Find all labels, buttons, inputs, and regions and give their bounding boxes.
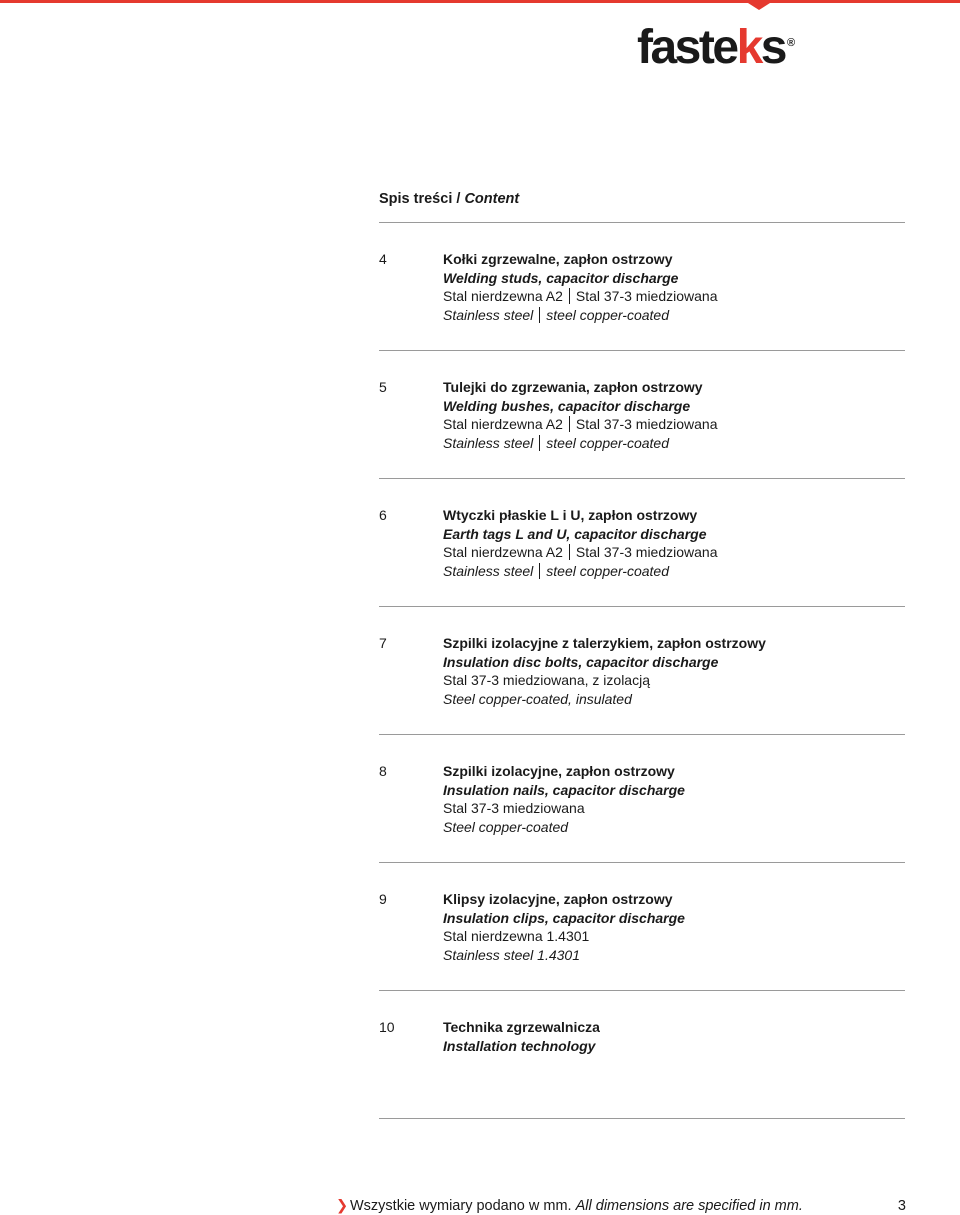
top-accent-notch (748, 3, 770, 10)
toc-title-en: Insulation clips, capacitor discharge (443, 909, 685, 926)
divider (379, 350, 905, 351)
toc-material-en: Stainless steel steel copper-coated (443, 562, 669, 579)
divider (379, 222, 905, 223)
divider (379, 1118, 905, 1119)
toc-page-number: 4 (379, 251, 387, 267)
toc-material-pl: Stal nierdzewna A2 Stal 37-3 miedziowana (443, 416, 718, 432)
toc-title-pl: Kołki zgrzewalne, zapłon ostrzowy (443, 251, 673, 267)
chevron-right-icon: ❯ (336, 1198, 349, 1214)
toc-page-number: 9 (379, 891, 387, 907)
toc-material-pl: Stal 37-3 miedziowana, z izolacją (443, 672, 650, 688)
separator (539, 435, 540, 451)
footer-note-pl: Wszystkie wymiary podano w mm. (350, 1198, 572, 1214)
toc-title-pl: Technika zgrzewalnicza (443, 1019, 600, 1035)
toc-title-en: Earth tags L and U, capacitor discharge (443, 525, 707, 542)
toc-page-number: 6 (379, 507, 387, 523)
page-number: 3 (897, 1198, 906, 1214)
toc-page-number: 5 (379, 379, 387, 395)
toc-material-en: Steel copper-coated (443, 818, 569, 835)
divider (379, 990, 905, 991)
page-footer (336, 1197, 908, 1215)
toc-material-pl: Stal 37-3 miedziowana (443, 800, 585, 816)
toc-title-pl: Szpilki izolacyjne z talerzykiem, zapłon ostrzowy (443, 635, 766, 651)
toc-title-pl: Tulejki do zgrzewania, zapłon ostrzowy (443, 379, 703, 395)
toc-material-pl: Stal nierdzewna 1.4301 (443, 928, 590, 944)
divider (379, 478, 905, 479)
toc-material-en: Stainless steel steel copper-coated (443, 306, 669, 323)
separator (569, 288, 570, 304)
footer-note-en: All dimensions are specified in mm. (575, 1198, 803, 1214)
toc-title-en: Insulation nails, capacitor discharge (443, 781, 685, 798)
divider (379, 606, 905, 607)
toc-page-number: 10 (379, 1019, 395, 1035)
separator (569, 544, 570, 560)
toc-title-en: Welding bushes, capacitor discharge (443, 397, 691, 414)
toc-title-en: Insulation disc bolts, capacitor discharge (443, 653, 719, 670)
toc-material-en: Steel copper-coated, insulated (443, 690, 632, 707)
divider (379, 862, 905, 863)
toc-title-en: Installation technology (443, 1037, 596, 1054)
page-title: Spis treści / Content (379, 191, 520, 207)
separator (539, 307, 540, 323)
toc-material-en: Stainless steel 1.4301 (443, 946, 580, 963)
divider (379, 734, 905, 735)
toc-title-pl: Klipsy izolacyjne, zapłon ostrzowy (443, 891, 673, 907)
toc-material-pl: Stal nierdzewna A2 Stal 37-3 miedziowana (443, 544, 718, 560)
toc-title-en: Welding studs, capacitor discharge (443, 269, 679, 286)
toc-title-pl: Wtyczki płaskie L i U, zapłon ostrzowy (443, 507, 698, 523)
toc-material-en: Stainless steel steel copper-coated (443, 434, 669, 451)
fasteks-logo: fasteks ® (637, 21, 796, 74)
toc-title-pl: Szpilki izolacyjne, zapłon ostrzowy (443, 763, 675, 779)
toc-page-number: 7 (379, 635, 387, 651)
separator (539, 563, 540, 579)
toc-page-number: 8 (379, 763, 387, 779)
separator (569, 416, 570, 432)
top-accent-bar (0, 0, 960, 3)
toc-material-pl: Stal nierdzewna A2 Stal 37-3 miedziowana (443, 288, 718, 304)
